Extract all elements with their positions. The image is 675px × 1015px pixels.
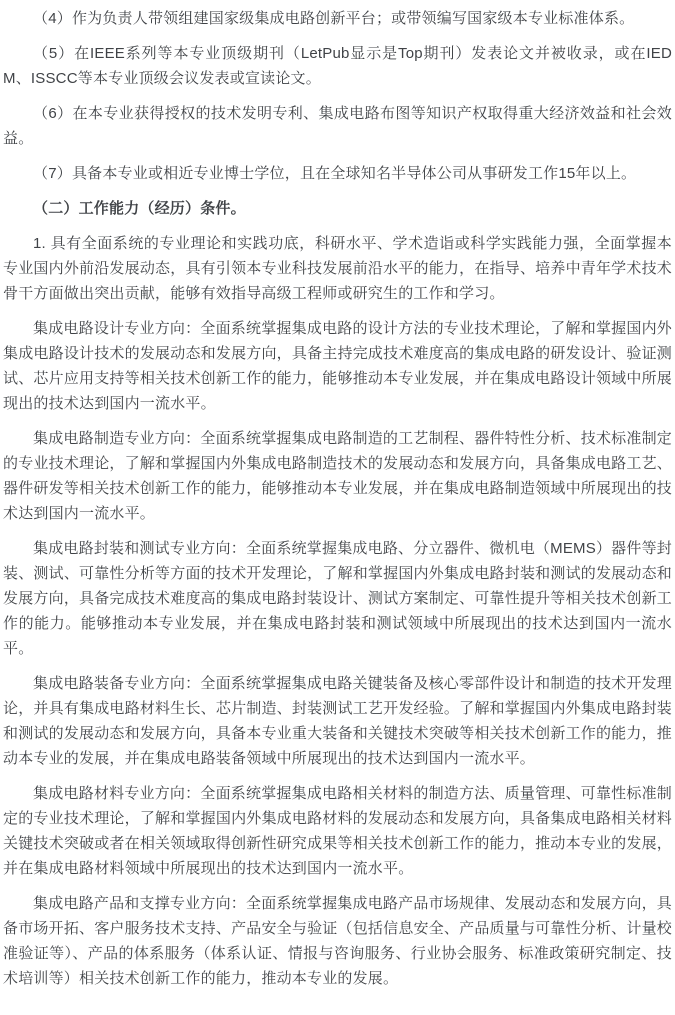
paragraph-ic-manufacturing: 集成电路制造专业方向：全面系统掌握集成电路制造的工艺制程、器件特性分析、技术标准制定的专业技术理论，了解和掌握国内外集成电路制造技术的发展动态和发展方向，具备集成电路工艺、器件研发等相关技术创新工作的能力，能够推动本专业发展，并在集成电路制造领域中所展现出的技术达到国内一流水平。 [3, 430, 672, 522]
paragraph-ic-products-support: 集成电路产品和支撑专业方向：全面系统掌握集成电路产品市场规律、发展动态和发展方向，具备市场开拓、客户服务技术支持、产品安全与验证（包括信息安全、产品质量与可靠性分析、计量校准验证等）、产品的体系服务（体系认证、情报与咨询服务、行业协会服务、标准政策研究制定、技术培训等）相关技术创新工作的能力，推动本专业的发展。 [3, 895, 672, 987]
paragraph-item-4: （4）作为负责人带领组建国家级集成电路创新平台；或带领编写国家级本专业标准体系。 [33, 10, 635, 27]
paragraph-ic-materials: 集成电路材料专业方向：全面系统掌握集成电路相关材料的制造方法、质量管理、可靠性标准制定的专业技术理论，了解和掌握国内外集成电路材料的发展动态和发展方向，具备集成电路相关材料关键技术突破或者在相关领域取得创新性研究成果等相关技术创新工作的能力，推动本专业的发展，并在集成电路材料领域中所展现出的技术达到国内一流水平。 [3, 785, 672, 877]
paragraph-ic-equipment: 集成电路装备专业方向：全面系统掌握集成电路关键装备及核心零部件设计和制造的技术开发理论，并具有集成电路材料生长、芯片制造、封装测试工艺开发经验。了解和掌握国内外集成电路封装和测试的发展动态和发展方向，具备本专业重大装备和关键技术突破等相关技术创新工作的能力，推动本专业的发展，并在集成电路装备领域中所展现出的技术达到国内一流水平。 [3, 675, 672, 767]
paragraph-ic-packaging-testing: 集成电路封装和测试专业方向：全面系统掌握集成电路、分立器件、微机电（MEMS）器件等封装、测试、可靠性分析等方面的技术开发理论，了解和掌握国内外集成电路封装和测试的发展动态和发展方向，具备完成技术难度高的集成电路封装设计、测试方案制定、可靠性提升等相关技术创新工作的能力。能够推动本专业发展，并在集成电路封装和测试领域中所展现出的技术达到国内一流水平。 [3, 540, 672, 657]
paragraph-ability-overview: 1. 具有全面系统的专业理论和实践功底，科研水平、学术造诣或科学实践能力强，全面掌握本专业国内外前沿发展动态，具有引领本专业科技发展前沿水平的能力，在指导、培养中青年学术技术骨干方面做出突出贡献，能够有效指导高级工程师或研究生的工作和学习。 [3, 235, 672, 302]
paragraph-item-7: （7）具备本专业或相近专业博士学位，且在全球知名半导体公司从事研发工作15年以上。 [33, 165, 637, 182]
paragraph-item-5: （5）在IEEE系列等本专业顶级期刊（LetPub显示是Top期刊）发表论文并被收录，或在IEDM、ISSCC等本专业顶级会议发表或宣读论文。 [3, 45, 672, 87]
paragraph-item-6: （6）在本专业获得授权的技术发明专利、集成电路布图等知识产权取得重大经济效益和社会效益。 [3, 105, 672, 147]
paragraph-ic-design: 集成电路设计专业方向：全面系统掌握集成电路的设计方法的专业技术理论，了解和掌握国内外集成电路设计技术的发展动态和发展方向，具备主持完成技术难度高的集成电路的研发设计、验证测试、芯片应用支持等相关技术创新工作的能力，能够推动本专业发展，并在集成电路设计领域中所展现出的技术达到国内一流水平。 [3, 320, 672, 412]
section-heading-work-ability: （二）工作能力（经历）条件。 [33, 200, 246, 217]
